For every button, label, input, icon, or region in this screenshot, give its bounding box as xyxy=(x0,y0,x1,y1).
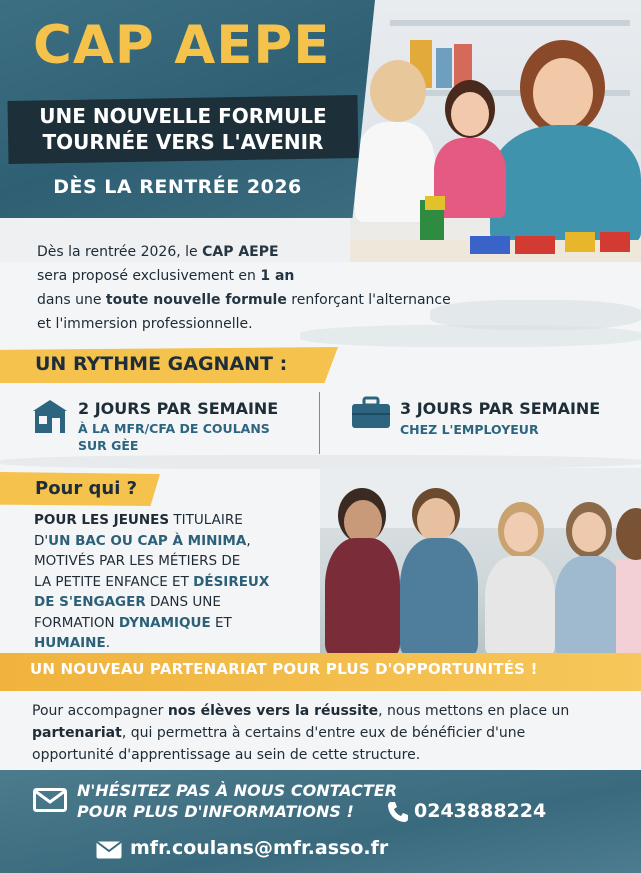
envelope-icon xyxy=(33,788,67,812)
rythme-right-title: 3 JOURS PAR SEMAINE xyxy=(400,399,601,418)
contact-cta: N'HÉSITEZ PAS À NOUS CONTACTER POUR PLUS D'INFORMATIONS ! xyxy=(77,781,398,821)
tagline: UNE NOUVELLE FORMULE TOURNÉE VERS L'AVENIR xyxy=(39,104,327,154)
rythme-left-title: 2 JOURS PAR SEMAINE xyxy=(78,399,279,418)
header-photo-children-playing xyxy=(350,0,641,262)
school-building-icon xyxy=(30,396,70,436)
rythme-title: UN RYTHME GAGNANT : xyxy=(35,353,288,375)
briefcase-icon xyxy=(350,396,392,430)
phone-number[interactable]: 0243888224 xyxy=(414,800,547,822)
who-title: Pour qui ? xyxy=(35,478,138,499)
email-address[interactable]: mfr.coulans@mfr.asso.fr xyxy=(130,837,389,859)
column-divider xyxy=(319,392,320,454)
start-date: DÈS LA RENTRÉE 2026 xyxy=(53,176,302,198)
partner-title: UN NOUVEAU PARTENARIAT POUR PLUS D'OPPORTUNITÉS ! xyxy=(30,660,538,678)
email-icon xyxy=(95,840,123,860)
page-title: CAP AEPE xyxy=(33,15,331,76)
rythme-right-sub: CHEZ L'EMPLOYEUR xyxy=(400,422,539,437)
who-paragraph: POUR LES JEUNES TITULAIRE D'UN BAC OU CAP À MINIMA, MOTIVÉS PAR LES MÉTIERS DE LA PETITE ENFANCE ET DÉSIREUX DE S'ENGAGER DANS UNE FORMATION DYNAMIQUE ET HUMAINE. xyxy=(34,512,270,651)
group-photo-students xyxy=(320,468,641,656)
intro-paragraph: Dès la rentrée 2026, le CAP AEPE sera proposé exclusivement en 1 an dans une toute nouvelle formule renforçant l'alternance et l'immersion professionnelle. xyxy=(37,244,451,332)
rythme-left-sub: À LA MFR/CFA DE COULANS SUR GÈE xyxy=(78,421,270,453)
partner-paragraph: Pour accompagner nos élèves vers la réussite, nous mettons en place un partenariat, qui permettra à certains d'entre eux de bénéficier d'une opportunité d'apprentissage au sein de cette structure. xyxy=(32,703,570,763)
phone-icon xyxy=(386,800,410,824)
